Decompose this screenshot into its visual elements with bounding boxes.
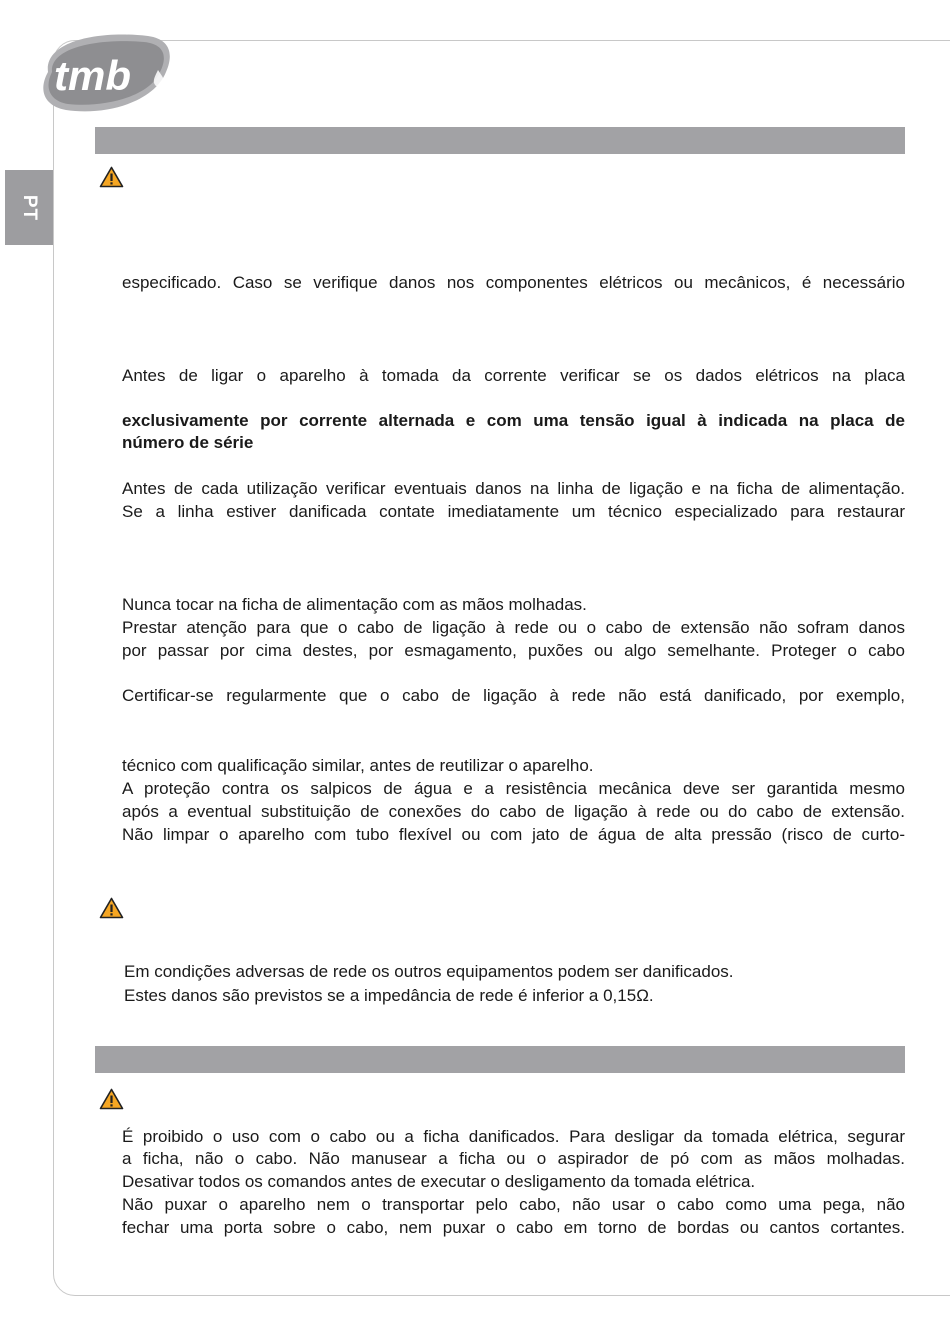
text-line: por passar por cima destes, por esmagamento, puxões ou algo semelhante. Proteger o cabo bbox=[122, 641, 905, 660]
text-line: Estes danos são previstos se a impedância de rede é inferior a 0,15Ω. bbox=[124, 986, 654, 1005]
text-line: Antes de ligar o aparelho à tomada da corrente verificar se os dados elétricos na placa bbox=[122, 366, 905, 385]
text-line: Antes de cada utilização verificar eventuais danos na linha de ligação e na ficha de alimentação. bbox=[122, 479, 905, 498]
warning-triangle-icon bbox=[99, 1088, 124, 1110]
section-header-bar-2 bbox=[95, 1046, 905, 1073]
text-line-bold: exclusivamente por corrente alternada e com uma tensão igual à indicada na placa de bbox=[122, 411, 905, 430]
text-line: Desativar todos os comandos antes de executar o desligamento da tomada elétrica. bbox=[122, 1172, 756, 1191]
warning-triangle-icon bbox=[99, 166, 124, 188]
text-line: Em condições adversas de rede os outros equipamentos podem ser danificados. bbox=[124, 962, 734, 981]
text-line: Nunca tocar na ficha de alimentação com as mãos molhadas. bbox=[122, 595, 587, 614]
language-tab-label: PT bbox=[19, 194, 40, 221]
text-line: Se a linha estiver danificada contate imediatamente um técnico especializado para restaurar bbox=[122, 502, 905, 521]
warning-triangle-icon bbox=[99, 897, 124, 919]
page-frame bbox=[53, 40, 950, 1296]
text-line: A proteção contra os salpicos de água e a resistência mecânica deve ser garantida mesmo bbox=[122, 779, 905, 798]
text-line: Não limpar o aparelho com tubo flexível ou com jato de água de alta pressão (risco de curto- bbox=[122, 825, 905, 844]
text-line: Certificar-se regularmente que o cabo de ligação à rede não está danificado, por exemplo, bbox=[122, 686, 905, 705]
text-line: Não puxar o aparelho nem o transportar pelo cabo, não usar o cabo como uma pega, não bbox=[122, 1195, 905, 1214]
text-line: especificado. Caso se verifique danos nos componentes elétricos ou mecânicos, é necessário bbox=[122, 273, 905, 292]
text-line-bold: número de série bbox=[122, 433, 254, 452]
tmb-logo bbox=[36, 24, 176, 122]
language-tab bbox=[5, 170, 53, 245]
text-line: após a eventual substituição de conexões do cabo de ligação à rede ou do cabo de extensão. bbox=[122, 802, 905, 821]
text-line: Prestar atenção para que o cabo de ligação à rede ou o cabo de extensão não sofram danos bbox=[122, 618, 905, 637]
text-line: a ficha, não o cabo. Não manusear a ficha ou o aspirador de pó com as mãos molhadas. bbox=[122, 1149, 905, 1168]
svg-text:tmb: tmb bbox=[54, 52, 131, 99]
section-header-bar-1 bbox=[95, 127, 905, 154]
text-line: fechar uma porta sobre o cabo, nem puxar o cabo em torno de bordas ou cantos cortantes. bbox=[122, 1218, 905, 1237]
text-line: técnico com qualificação similar, antes de reutilizar o aparelho. bbox=[122, 756, 594, 775]
text-line: É proibido o uso com o cabo ou a ficha danificados. Para desligar da tomada elétrica, segurar bbox=[122, 1127, 905, 1146]
